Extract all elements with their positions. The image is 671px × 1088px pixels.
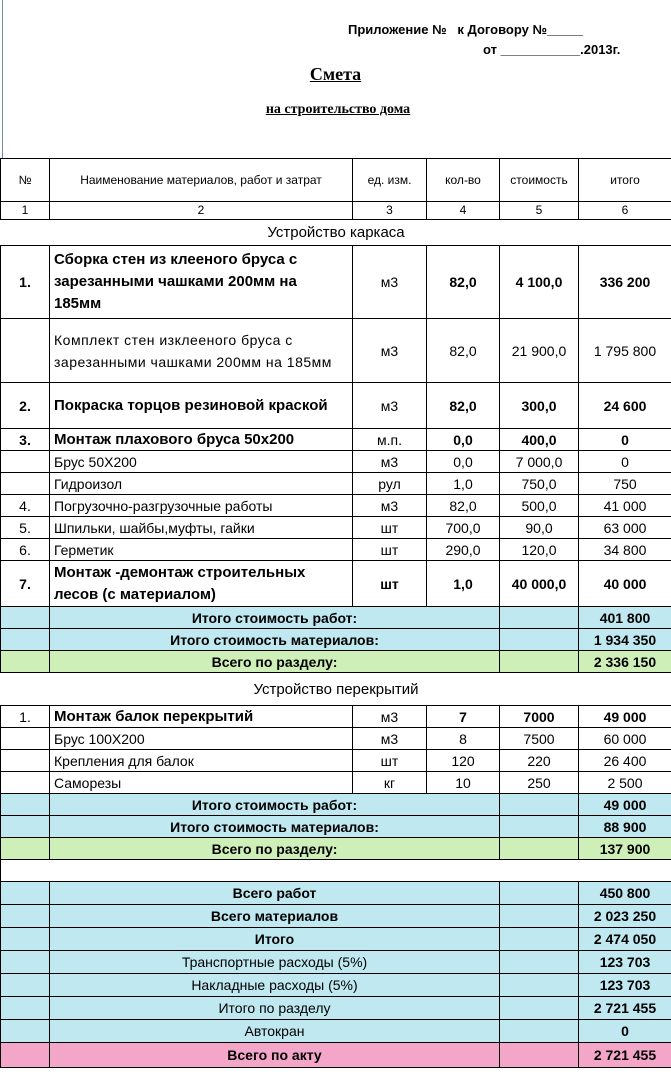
table-row bbox=[1, 706, 671, 728]
subtotal-row bbox=[1, 629, 671, 651]
row-name: Монтаж балок перекрытий bbox=[50, 706, 353, 728]
row-cost: 500,0 bbox=[500, 495, 579, 517]
section-title-row bbox=[1, 220, 671, 246]
table-row bbox=[1, 539, 671, 561]
section-total-label: Всего по разделу: bbox=[50, 838, 500, 860]
section-total-row bbox=[1, 838, 671, 860]
row-no: 3. bbox=[1, 429, 50, 451]
works-total-value: 401 800 bbox=[579, 607, 671, 629]
row-qty: 0,0 bbox=[427, 451, 500, 473]
summary-row bbox=[1, 974, 671, 997]
section-total-label: Всего по разделу: bbox=[50, 651, 500, 673]
row-qty: 290,0 bbox=[427, 539, 500, 561]
row-no: 1. bbox=[1, 706, 50, 728]
row-no: 4. bbox=[1, 495, 50, 517]
table-row bbox=[1, 246, 671, 319]
col-number: 2 bbox=[50, 202, 353, 220]
appendix-header: Приложение № к Договору №_____ bbox=[348, 22, 584, 37]
row-qty: 120 bbox=[427, 750, 500, 772]
summary-row bbox=[1, 1020, 671, 1043]
row-no bbox=[1, 451, 50, 473]
materials-total-label: Итого стоимость материалов: bbox=[50, 816, 500, 838]
row-name: Гидроизол bbox=[50, 473, 353, 495]
row-cost: 220 bbox=[500, 750, 579, 772]
row-name: Погрузочно-разгрузочные работы bbox=[50, 495, 353, 517]
row-name: Монтаж -демонтаж строительных лесов (с материалом) bbox=[50, 561, 353, 607]
col-header-cost: стоимость bbox=[500, 159, 579, 202]
section-sum-value: 2 721 455 bbox=[579, 997, 671, 1020]
row-unit: м3 bbox=[353, 451, 427, 473]
row-unit: м3 bbox=[353, 495, 427, 517]
works-total-value: 49 000 bbox=[579, 794, 671, 816]
row-unit: м.п. bbox=[353, 429, 427, 451]
summary-row bbox=[1, 928, 671, 951]
contract-date: от ___________.2013г. bbox=[483, 42, 621, 57]
table-row bbox=[1, 561, 671, 607]
row-total: 0 bbox=[579, 451, 671, 473]
summary-row bbox=[1, 905, 671, 928]
row-cost: 7500 bbox=[500, 728, 579, 750]
section-total-value: 137 900 bbox=[579, 838, 671, 860]
row-cost: 40 000,0 bbox=[500, 561, 579, 607]
section-sum-label: Итого по разделу bbox=[50, 997, 500, 1020]
row-no: 7. bbox=[1, 561, 50, 607]
col-number: 4 bbox=[427, 202, 500, 220]
row-unit: м3 bbox=[353, 383, 427, 429]
document-subtitle: на строительство дома bbox=[265, 102, 411, 117]
transport-label: Транспортные расходы (5%) bbox=[50, 951, 500, 974]
row-name: Крепления для балок bbox=[50, 750, 353, 772]
row-unit: шт bbox=[353, 750, 427, 772]
table-row bbox=[1, 772, 671, 794]
row-no: 2. bbox=[1, 383, 50, 429]
works-total-label: Итого стоимость работ: bbox=[50, 794, 500, 816]
row-cost: 21 900,0 bbox=[500, 319, 579, 383]
all-materials-value: 2 023 250 bbox=[579, 905, 671, 928]
section-total-row bbox=[1, 651, 671, 673]
col-number: 1 bbox=[1, 202, 50, 220]
section-title: Устройство каркаса bbox=[1, 220, 671, 246]
row-cost: 4 100,0 bbox=[500, 246, 579, 319]
row-unit: м3 bbox=[353, 319, 427, 383]
col-header-total: итого bbox=[579, 159, 671, 202]
grand-total-value: 2 474 050 bbox=[579, 928, 671, 951]
row-total: 1 795 800 bbox=[579, 319, 671, 383]
document-title: Смета bbox=[309, 64, 362, 84]
section-total-value: 2 336 150 bbox=[579, 651, 671, 673]
row-unit: шт bbox=[353, 539, 427, 561]
row-qty: 10 bbox=[427, 772, 500, 794]
row-name: Комплект стен изклееного бруса с зарезанными чашками 200мм на 185мм bbox=[50, 319, 353, 383]
row-cost: 120,0 bbox=[500, 539, 579, 561]
row-name: Брус 100Х200 bbox=[50, 728, 353, 750]
col-number: 3 bbox=[353, 202, 427, 220]
table-row bbox=[1, 495, 671, 517]
row-no bbox=[1, 772, 50, 794]
row-qty: 82,0 bbox=[427, 383, 500, 429]
row-total: 0 bbox=[579, 429, 671, 451]
row-total: 60 000 bbox=[579, 728, 671, 750]
subtotal-row bbox=[1, 794, 671, 816]
section-title: Устройство перекрытий bbox=[1, 673, 671, 706]
col-number: 5 bbox=[500, 202, 579, 220]
row-no bbox=[1, 473, 50, 495]
crane-value: 0 bbox=[579, 1020, 671, 1043]
row-qty: 82,0 bbox=[427, 319, 500, 383]
col-header-no: № bbox=[1, 159, 50, 202]
row-cost: 300,0 bbox=[500, 383, 579, 429]
row-cost: 250 bbox=[500, 772, 579, 794]
row-qty: 7 bbox=[427, 706, 500, 728]
table-row bbox=[1, 728, 671, 750]
table-row bbox=[1, 517, 671, 539]
grand-total-label: Итого bbox=[50, 928, 500, 951]
row-no bbox=[1, 728, 50, 750]
row-qty: 8 bbox=[427, 728, 500, 750]
row-cost: 7 000,0 bbox=[500, 451, 579, 473]
row-unit: рул bbox=[353, 473, 427, 495]
col-header-unit: ед. изм. bbox=[353, 159, 427, 202]
materials-total-label: Итого стоимость материалов: bbox=[50, 629, 500, 651]
row-name: Монтаж плахового бруса 50х200 bbox=[50, 429, 353, 451]
row-qty: 0,0 bbox=[427, 429, 500, 451]
table-row bbox=[1, 319, 671, 383]
row-total: 40 000 bbox=[579, 561, 671, 607]
subtotal-row bbox=[1, 607, 671, 629]
row-total: 49 000 bbox=[579, 706, 671, 728]
works-total-label: Итого стоимость работ: bbox=[50, 607, 500, 629]
row-no: 5. bbox=[1, 517, 50, 539]
row-name: Герметик bbox=[50, 539, 353, 561]
all-materials-label: Всего материалов bbox=[50, 905, 500, 928]
row-qty: 1,0 bbox=[427, 561, 500, 607]
row-cost: 7000 bbox=[500, 706, 579, 728]
materials-total-value: 88 900 bbox=[579, 816, 671, 838]
row-unit: м3 bbox=[353, 728, 427, 750]
row-cost: 750,0 bbox=[500, 473, 579, 495]
row-qty: 1,0 bbox=[427, 473, 500, 495]
materials-total-value: 1 934 350 bbox=[579, 629, 671, 651]
row-unit: м3 bbox=[353, 706, 427, 728]
col-header-qty: кол-во bbox=[427, 159, 500, 202]
subtotal-row bbox=[1, 816, 671, 838]
column-number-row bbox=[1, 202, 671, 220]
table-row bbox=[1, 473, 671, 495]
overhead-label: Накладные расходы (5%) bbox=[50, 974, 500, 997]
act-total-row bbox=[1, 1043, 671, 1068]
row-unit: шт bbox=[353, 561, 427, 607]
crane-label: Автокран bbox=[50, 1020, 500, 1043]
row-name: Брус 50Х200 bbox=[50, 451, 353, 473]
row-total: 63 000 bbox=[579, 517, 671, 539]
all-works-label: Всего работ bbox=[50, 882, 500, 905]
row-cost: 400,0 bbox=[500, 429, 579, 451]
row-no: 1. bbox=[1, 246, 50, 319]
row-total: 750 bbox=[579, 473, 671, 495]
row-total: 336 200 bbox=[579, 246, 671, 319]
col-header-name: Наименование материалов, работ и затрат bbox=[50, 159, 353, 202]
act-total-label: Всего по акту bbox=[50, 1043, 500, 1068]
row-qty: 700,0 bbox=[427, 517, 500, 539]
row-name: Сборка стен из клееного бруса с зарезанными чашками 200мм на 185мм bbox=[50, 246, 353, 319]
act-total-value: 2 721 455 bbox=[579, 1043, 671, 1068]
row-qty: 82,0 bbox=[427, 246, 500, 319]
section-title-row bbox=[1, 673, 671, 706]
summary-row bbox=[1, 997, 671, 1020]
row-name: Шпильки, шайбы,муфты, гайки bbox=[50, 517, 353, 539]
row-total: 26 400 bbox=[579, 750, 671, 772]
table-row bbox=[1, 750, 671, 772]
row-total: 24 600 bbox=[579, 383, 671, 429]
row-cost: 90,0 bbox=[500, 517, 579, 539]
row-no bbox=[1, 750, 50, 772]
row-total: 41 000 bbox=[579, 495, 671, 517]
summary-row bbox=[1, 882, 671, 905]
row-unit: шт bbox=[353, 517, 427, 539]
table-row bbox=[1, 383, 671, 429]
table-row bbox=[1, 429, 671, 451]
row-no: 6. bbox=[1, 539, 50, 561]
row-no bbox=[1, 319, 50, 383]
transport-value: 123 703 bbox=[579, 951, 671, 974]
all-works-value: 450 800 bbox=[579, 882, 671, 905]
row-name: Покраска торцов резиновой краской bbox=[50, 383, 353, 429]
col-number: 6 bbox=[579, 202, 671, 220]
table-header-row bbox=[1, 159, 671, 202]
table-row bbox=[1, 451, 671, 473]
row-unit: кг bbox=[353, 772, 427, 794]
row-qty: 82,0 bbox=[427, 495, 500, 517]
overhead-value: 123 703 bbox=[579, 974, 671, 997]
row-name: Саморезы bbox=[50, 772, 353, 794]
estimate-table bbox=[0, 158, 671, 1068]
row-unit: м3 bbox=[353, 246, 427, 319]
row-total: 34 800 bbox=[579, 539, 671, 561]
spacer-row bbox=[1, 860, 671, 882]
summary-row bbox=[1, 951, 671, 974]
row-total: 2 500 bbox=[579, 772, 671, 794]
